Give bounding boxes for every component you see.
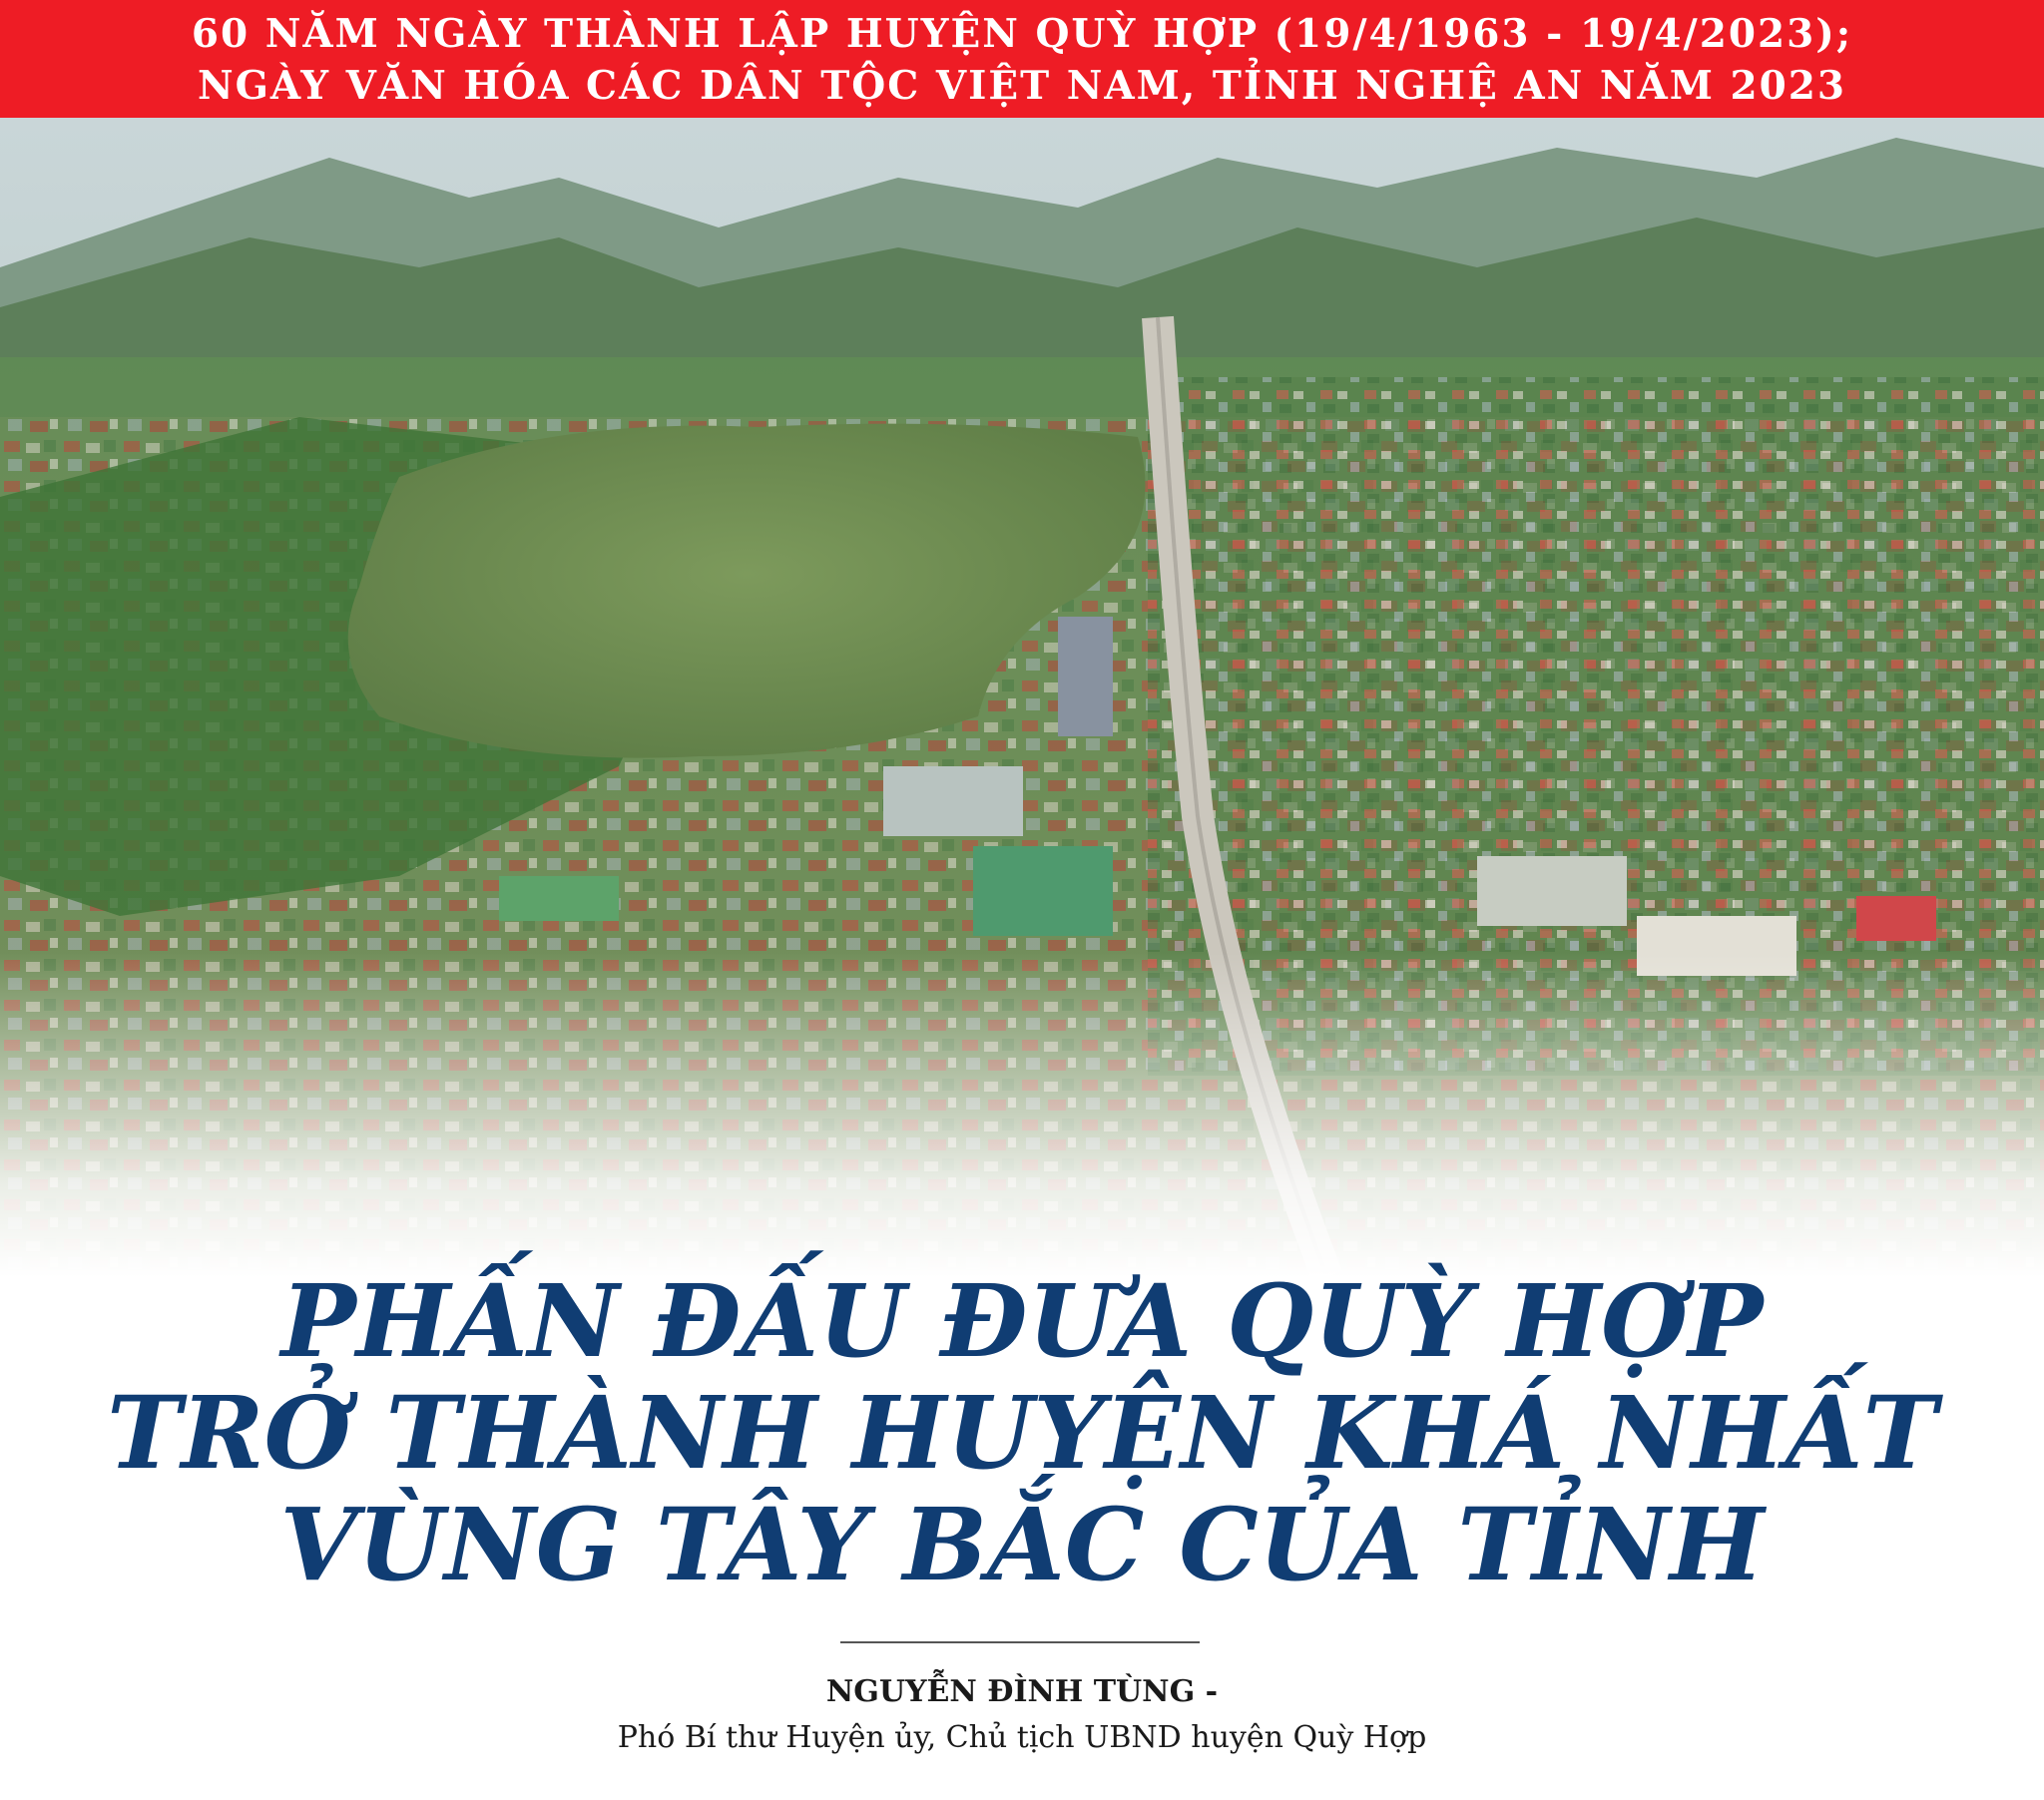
headline-line-2: TRỞ THÀNH HUYỆN KHÁ NHẤT (107, 1374, 1937, 1492)
author-role: Phó Bí thư Huyện ủy, Chủ tịch UBND huyện Quỳ Hợp (617, 1720, 1427, 1755)
banner-line-1: 60 NĂM NGÀY THÀNH LẬP HUYỆN QUỲ HỢP (19/4/1963 - 19/4/2023); (191, 11, 1853, 57)
headline-line-1: PHẤN ĐẤU ĐƯA QUỲ HỢP (280, 1262, 1764, 1380)
header-banner (0, 0, 2044, 118)
byline-divider (840, 1641, 1200, 1643)
banner-line-2: NGÀY VĂN HÓA CÁC DÂN TỘC VIỆT NAM, TỈNH NGHỆ AN NĂM 2023 (197, 63, 1847, 109)
aerial-town-photo (0, 118, 2044, 1277)
author-name: NGUYỄN ĐÌNH TÙNG - (825, 1674, 1219, 1709)
headline (0, 1262, 2044, 1603)
headline-line-3: VÙNG TÂY BẮC CỦA TỈNH (279, 1486, 1765, 1603)
